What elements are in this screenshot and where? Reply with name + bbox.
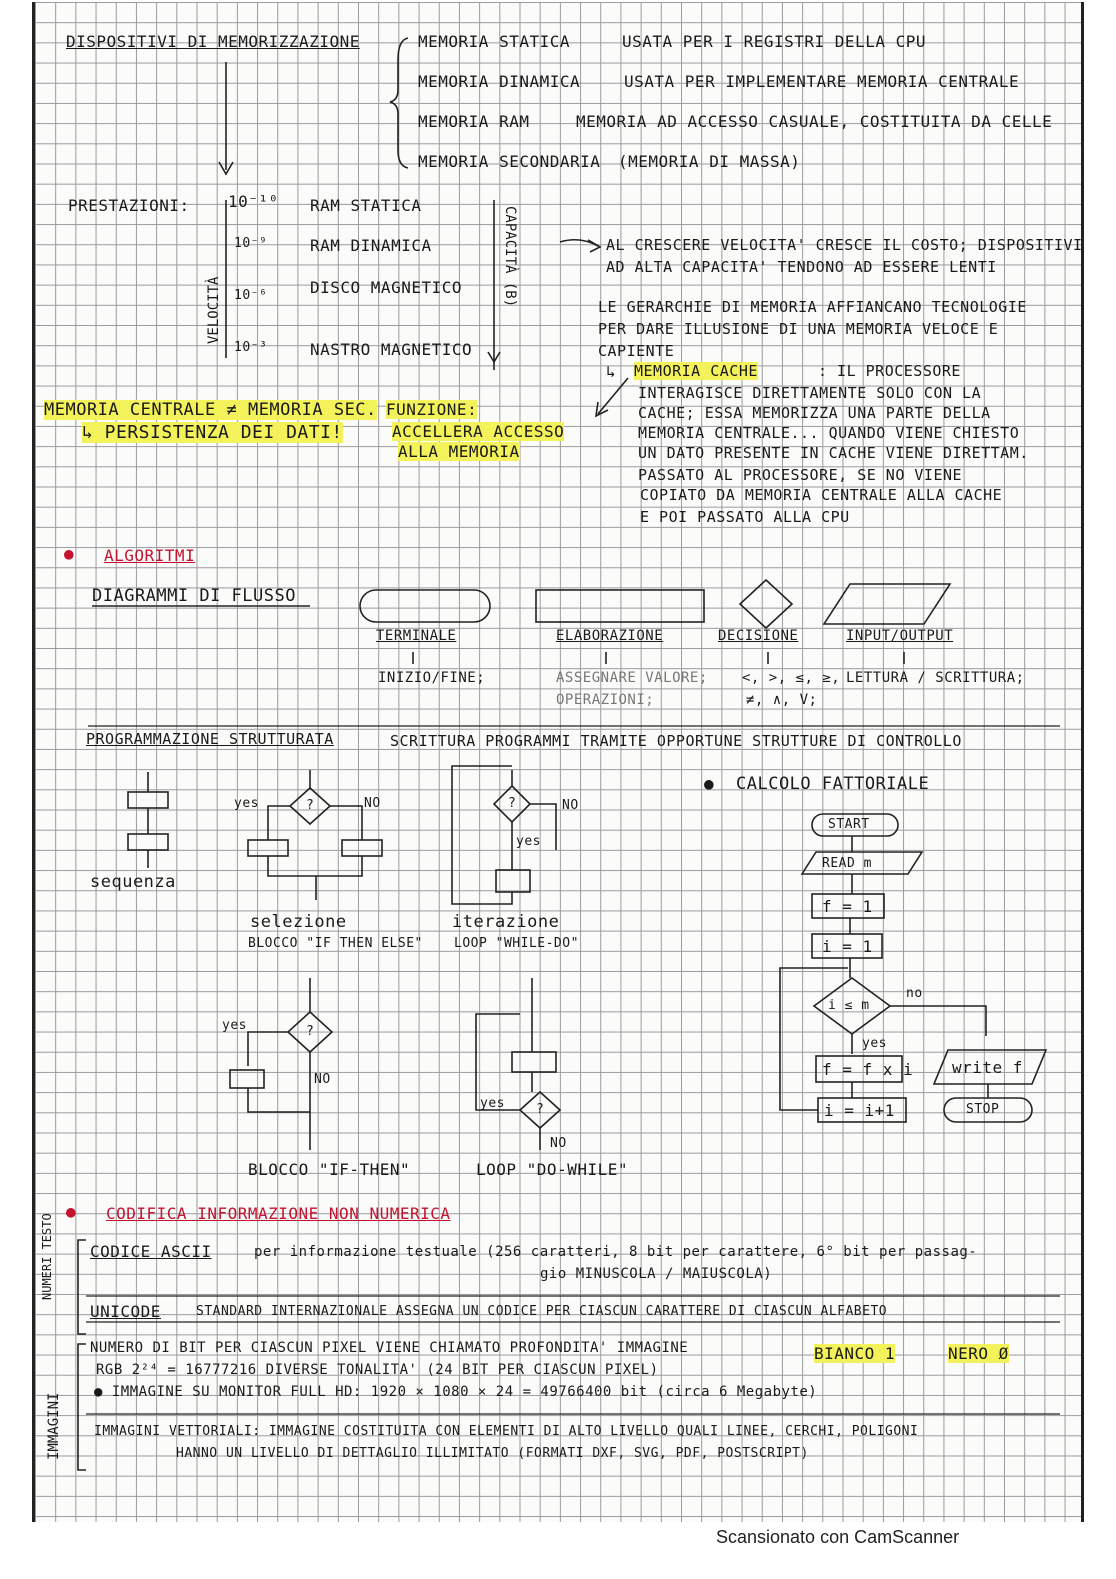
vettoriali-line: IMMAGINI VETTORIALI: IMMAGINE COSTITUITA CON ELEMENTI DI ALTO LIVELLO QUALI LINEE, CERCHI, POLIGONI bbox=[94, 1424, 919, 1439]
level-exp: 10⁻³ bbox=[234, 340, 268, 355]
iterazione-sub: LOOP "WHILE-DO" bbox=[454, 936, 579, 951]
bullet-icon: ● bbox=[64, 544, 75, 563]
block-desc: <, >, ≤, ≥, bbox=[742, 670, 841, 686]
side-testo: NUMERI TESTO bbox=[40, 1213, 54, 1300]
cache-title: MEMORIA CACHE bbox=[634, 362, 758, 380]
cache-text: INTERAGISCE DIRETTAMENTE SOLO CON LA bbox=[638, 384, 982, 402]
dowhile-label: LOOP "DO-WHILE" bbox=[476, 1160, 628, 1179]
bullet-icon: ● bbox=[66, 1202, 77, 1221]
no-label: NO bbox=[562, 798, 579, 813]
yes-label: yes bbox=[516, 834, 541, 849]
cache-text: E POI PASSATO ALLA CPU bbox=[640, 508, 850, 526]
mem-type-desc: USATA PER I REGISTRI DELLA CPU bbox=[622, 32, 926, 51]
ifthen-label: BLOCCO "IF-THEN" bbox=[248, 1160, 411, 1179]
selezione-label: selezione bbox=[250, 912, 347, 932]
no-label: NO bbox=[550, 1136, 567, 1151]
mem-type-desc: (MEMORIA DI MASSA) bbox=[618, 152, 801, 171]
pixel-line: NUMERO DI BIT PER CIASCUN PIXEL VIENE CHIAMATO PROFONDITA' IMMAGINE bbox=[90, 1340, 689, 1356]
cost-note: AL CRESCERE VELOCITA' CRESCE IL COSTO; DISPOSITIVI bbox=[606, 236, 1083, 254]
funzione-text: ALLA MEMORIA bbox=[398, 442, 520, 461]
fatt-f1: f = 1 bbox=[822, 897, 873, 916]
level-name: RAM STATICA bbox=[310, 196, 422, 215]
gerarchie-note: PER DARE ILLUSIONE DI UNA MEMORIA VELOCE E bbox=[598, 320, 999, 338]
mem-type-name: MEMORIA STATICA bbox=[418, 32, 570, 51]
mem-type-name: MEMORIA SECONDARIA bbox=[418, 152, 601, 171]
fatt-inc: i = i+1 bbox=[824, 1101, 895, 1120]
question-mark: ? bbox=[306, 798, 315, 813]
vettoriali-line: HANNO UN LIVELLO DI DETTAGLIO ILLIMITATO (FORMATI DXF, SVG, PDF, POSTSCRIPT) bbox=[176, 1446, 809, 1461]
question-mark: ? bbox=[508, 796, 517, 811]
centrale-note: MEMORIA CENTRALE ≠ MEMORIA SEC. bbox=[44, 400, 377, 420]
bianco-label: BIANCO 1 bbox=[814, 1344, 896, 1363]
algoritmi-title: ALGORITMI bbox=[104, 546, 196, 565]
selezione-sub: BLOCCO "IF THEN ELSE" bbox=[248, 936, 423, 951]
level-name: RAM DINAMICA bbox=[310, 236, 432, 255]
unicode-text: STANDARD INTERNAZIONALE ASSEGNA UN CODICE PER CIASCUN CARATTERE DI CIASCUN ALFABETO bbox=[196, 1304, 888, 1319]
question-mark: ? bbox=[536, 1102, 545, 1117]
no-label: NO bbox=[364, 796, 381, 811]
block-name: TERMINALE bbox=[376, 628, 457, 644]
bullet-icon: ● bbox=[704, 774, 715, 793]
block-desc: ASSEGNARE VALORE; bbox=[556, 670, 708, 686]
mem-type-desc: MEMORIA AD ACCESSO CASUALE, COSTITUITA DA CELLE bbox=[576, 112, 1053, 131]
fatt-cond: i ≤ m bbox=[828, 998, 870, 1013]
funzione-label: FUNZIONE: bbox=[386, 400, 478, 419]
ascii-label: CODICE ASCII bbox=[90, 1242, 212, 1261]
fatt-mult: f = f x i bbox=[822, 1060, 914, 1079]
level-name: DISCO MAGNETICO bbox=[310, 278, 462, 297]
block-name: ELABORAZIONE bbox=[556, 628, 664, 644]
programmazione-desc: SCRITTURA PROGRAMMI TRAMITE OPPORTUNE STRUTTURE DI CONTROLLO bbox=[390, 732, 962, 750]
prestazioni-label: PRESTAZIONI: bbox=[68, 196, 190, 215]
ascii-text: gio MINUSCOLA / MAIUSCOLA) bbox=[540, 1266, 773, 1282]
yes-label: yes bbox=[222, 1018, 247, 1033]
fatt-no: no bbox=[906, 986, 923, 1001]
gerarchie-note: CAPIENTE bbox=[598, 342, 675, 360]
level-exp: 10⁻⁶ bbox=[234, 288, 268, 303]
level-exp: 10⁻⁹ bbox=[234, 236, 268, 251]
block-name: INPUT/OUTPUT bbox=[846, 628, 954, 644]
fatt-yes: yes bbox=[862, 1036, 887, 1051]
mem-type-desc: USATA PER IMPLEMENTARE MEMORIA CENTRALE bbox=[624, 72, 1020, 91]
fatt-read: READ m bbox=[822, 856, 872, 871]
fattoriale-title: CALCOLO FATTORIALE bbox=[736, 774, 930, 794]
programmazione-title: PROGRAMMAZIONE STRUTTURATA bbox=[86, 730, 334, 748]
sequenza-label: sequenza bbox=[90, 872, 176, 892]
question-mark: ? bbox=[306, 1024, 315, 1039]
side-immagini: IMMAGINI bbox=[46, 1392, 62, 1460]
funzione-text: ACCELLERA ACCESSO bbox=[392, 422, 565, 441]
camscanner-footer: Scansionato con CamScanner bbox=[716, 1527, 960, 1547]
no-label: NO bbox=[314, 1072, 331, 1087]
yes-label: yes bbox=[234, 796, 259, 811]
level-name: NASTRO MAGNETICO bbox=[310, 340, 473, 359]
gerarchie-note: LE GERARCHIE DI MEMORIA AFFIANCANO TECNOLOGIE bbox=[598, 298, 1027, 316]
codifica-title: CODIFICA INFORMAZIONE NON NUMERICA bbox=[106, 1204, 451, 1223]
unicode-label: UNICODE bbox=[90, 1302, 161, 1321]
cache-text: MEMORIA CENTRALE... QUANDO VIENE CHIESTO bbox=[638, 424, 1020, 442]
ascii-text: per informazione testuale (256 caratteri, 8 bit per carattere, 6° bit per passag- bbox=[254, 1244, 978, 1260]
level-exp: 10⁻¹⁰ bbox=[228, 192, 279, 211]
mem-type-name: MEMORIA RAM bbox=[418, 112, 530, 131]
block-desc: OPERAZIONI; bbox=[556, 692, 655, 708]
cache-arrow-icon: ↳ bbox=[606, 362, 617, 381]
block-desc: LETTURA / SCRITTURA; bbox=[846, 670, 1025, 686]
iterazione-label: iterazione bbox=[452, 912, 560, 932]
rgb-line: RGB 2²⁴ = 16777216 DIVERSE TONALITA' (24 BIT PER CIASCUN PIXEL) bbox=[96, 1362, 659, 1378]
cache-text: CACHE; ESSA MEMORIZZA UNA PARTE DELLA bbox=[638, 404, 991, 422]
velocita-label: VELOCITÀ bbox=[206, 276, 222, 344]
fatt-start: START bbox=[828, 817, 870, 832]
persistenza-note: ↳ PERSISTENZA DEI DATI! bbox=[82, 422, 343, 443]
brace bbox=[390, 38, 408, 168]
cache-text: COPIATO DA MEMORIA CENTRALE ALLA CACHE bbox=[640, 486, 1003, 504]
cost-note: AD ALTA CAPACITA' TENDONO AD ESSERE LENTI bbox=[606, 258, 997, 276]
block-desc: INIZIO/FINE; bbox=[378, 670, 486, 686]
block-name: DECISIONE bbox=[718, 628, 799, 644]
yes-label: yes bbox=[480, 1096, 505, 1111]
mem-type-name: MEMORIA DINAMICA bbox=[418, 72, 581, 91]
memoria-title: DISPOSITIVI DI MEMORIZZAZIONE bbox=[66, 32, 360, 51]
nero-label: NERO Ø bbox=[948, 1344, 1009, 1363]
fatt-i1: i = 1 bbox=[822, 937, 873, 956]
cache-text: UN DATO PRESENTE IN CACHE VIENE DIRETTAM. bbox=[638, 444, 1029, 462]
fatt-stop: STOP bbox=[966, 1102, 1000, 1117]
block-desc: ≠, ∧, V; bbox=[746, 692, 818, 708]
fatt-write: write f bbox=[952, 1058, 1023, 1077]
cache-text: : IL PROCESSORE bbox=[818, 362, 961, 380]
cache-text: PASSATO AL PROCESSORE, SE NO VIENE bbox=[638, 466, 963, 484]
monitor-line: ● IMMAGINE SU MONITOR FULL HD: 1920 × 1080 × 24 = 49766400 bit (circa 6 Megabyte) bbox=[94, 1384, 818, 1400]
capacita-label: CAPACITÀ (B) bbox=[502, 206, 518, 308]
diagrammi-title: DIAGRAMMI DI FLUSSO bbox=[92, 586, 296, 606]
